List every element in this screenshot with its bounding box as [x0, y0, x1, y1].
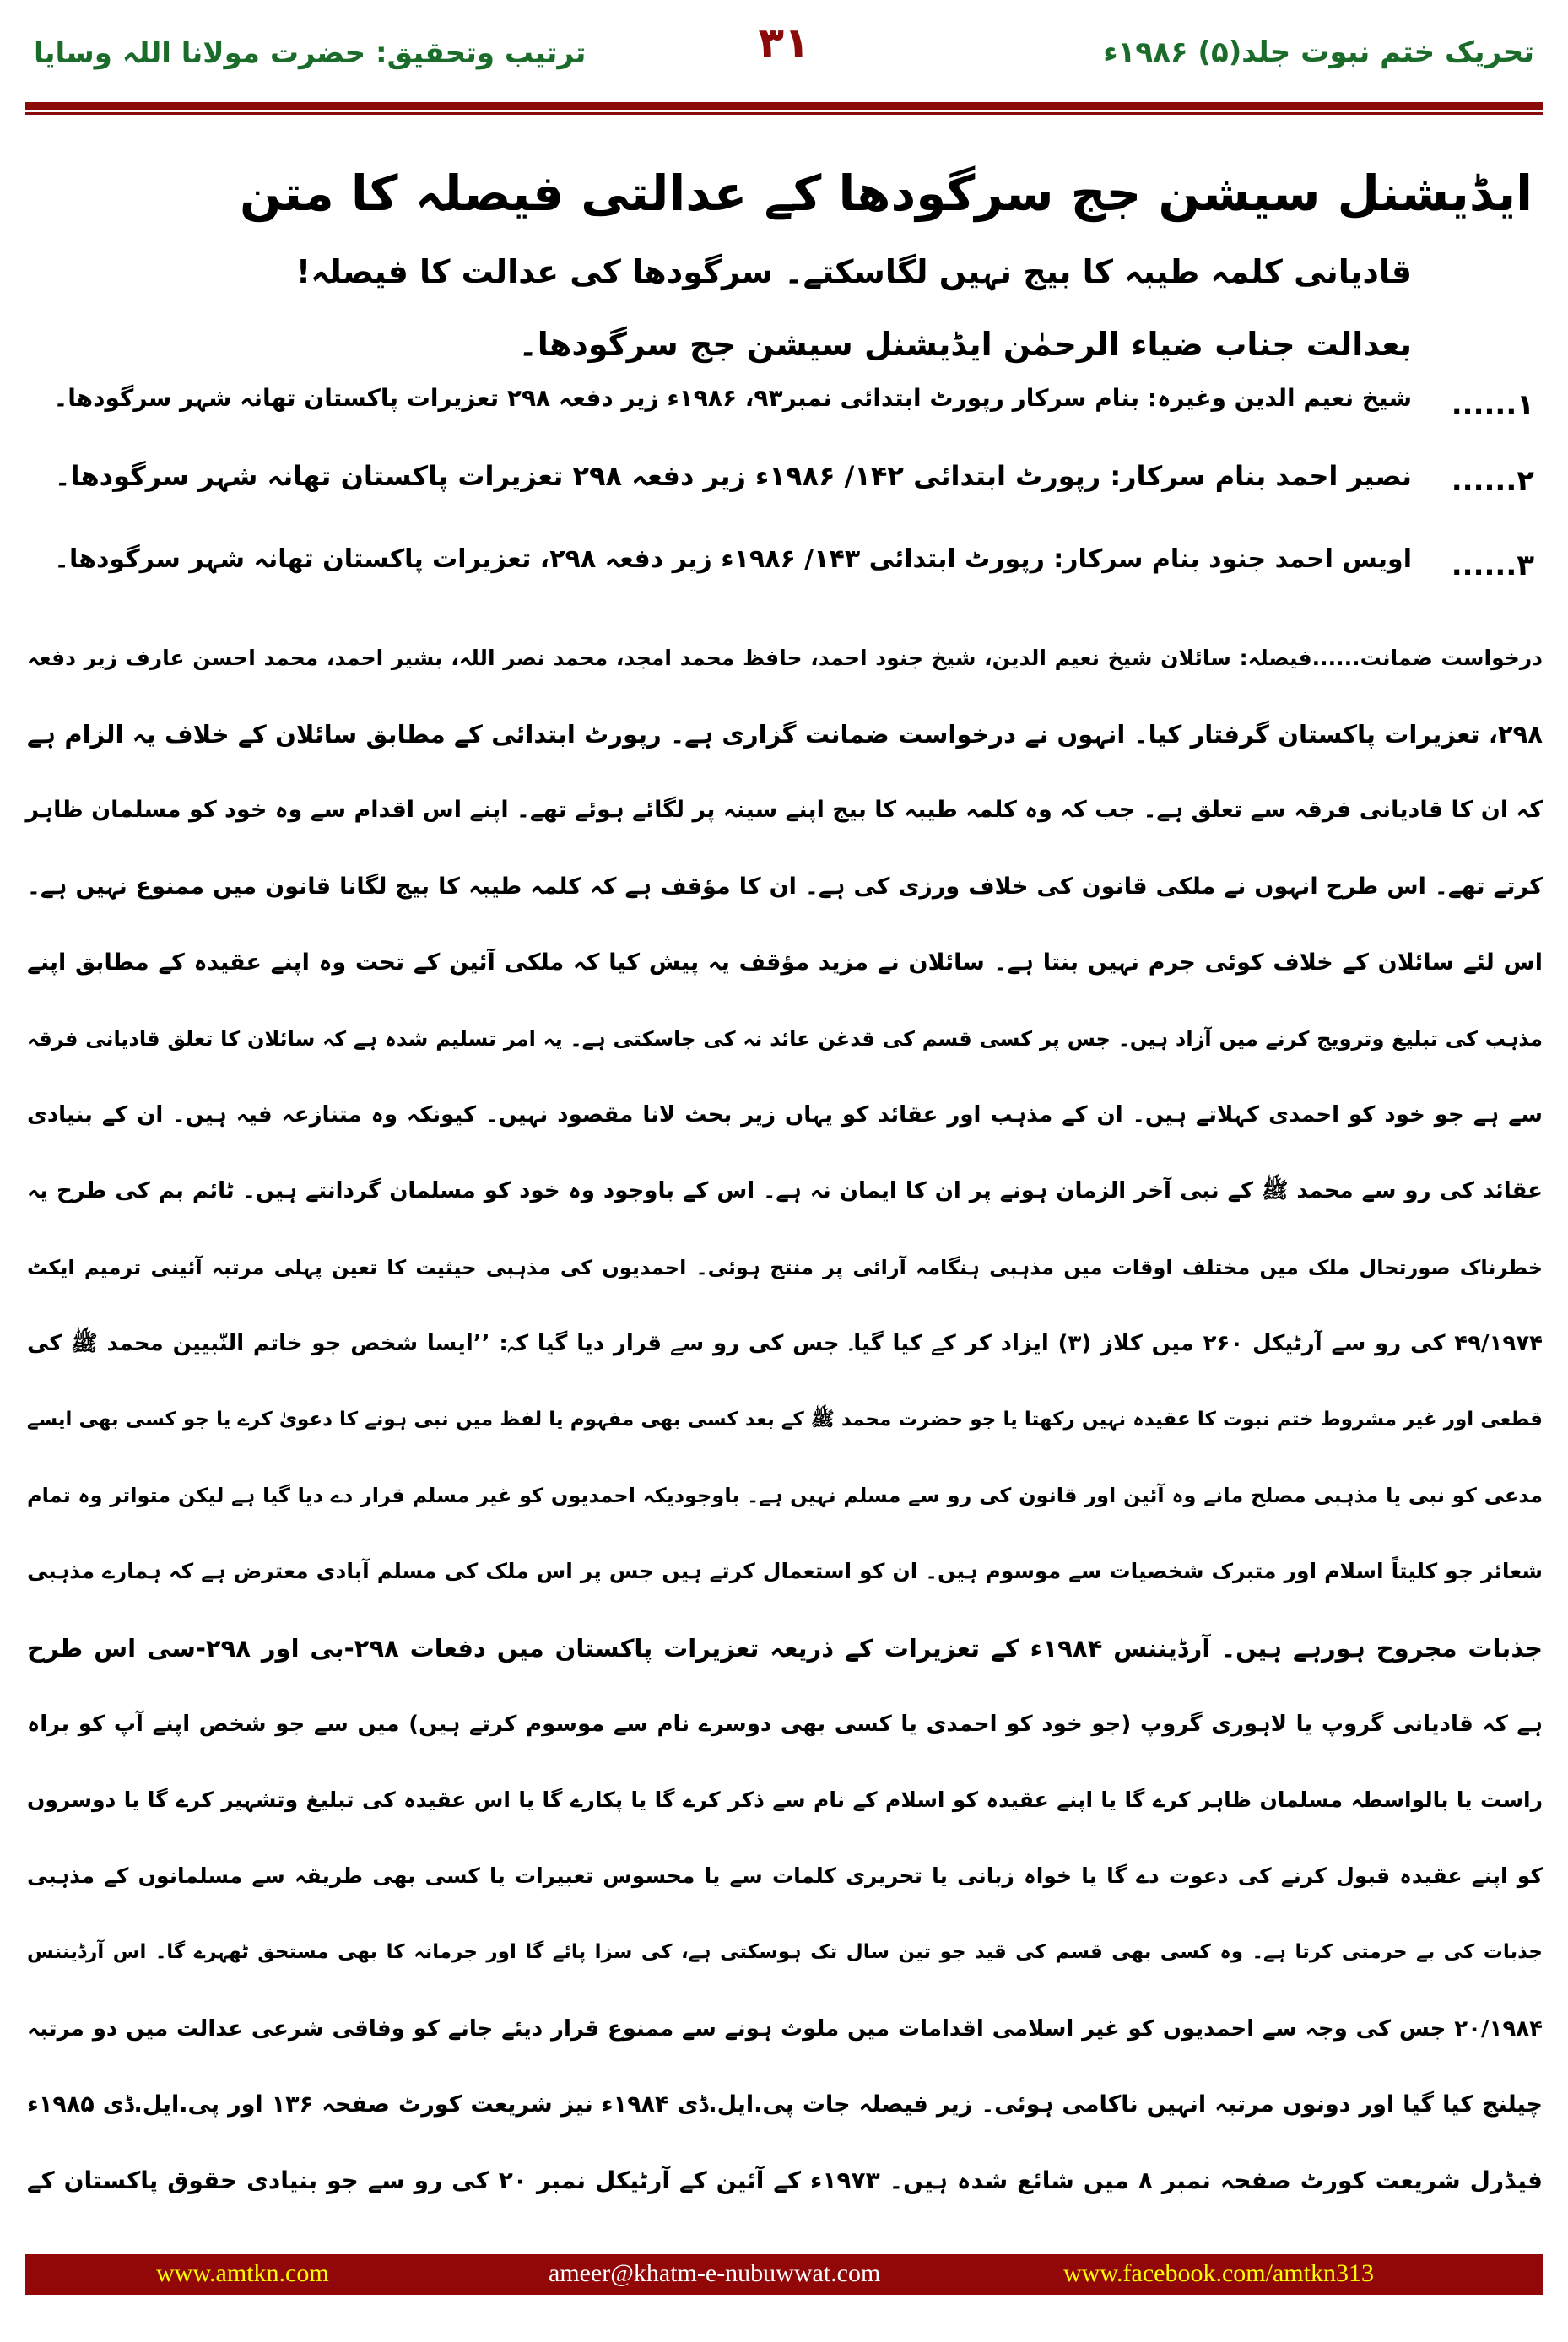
case-text: شیخ نعیم الدین وغیرہ: بنام سرکار رپورٹ ابتدائی نمبر۹۳، ۱۹۸۶ء زیر دفعہ ۲۹۸ تعزیرات پاکستان تھانہ شہر سرگودھا۔: [53, 384, 1412, 412]
body-line: سے ہے جو خود کو احمدی کہلاتے ہیں۔ ان کے مذہب اور عقائد کو یہاں زیر بحث لانا مقصود نہیں۔ کیونکہ وہ متنازعہ فیہ ہیں۔ ان کے بنیادی: [27, 1102, 1543, 1128]
case-number: ۳......: [1451, 549, 1534, 582]
body-line: فیڈرل شریعت کورٹ صفحہ نمبر ۸ میں شائع شدہ ہیں۔ ۱۹۷۳ء کے آئین کے آرٹیکل نمبر ۲۰ کی رو سے جو بنیادی حقوق پاکستان کے: [27, 2166, 1543, 2194]
body-line: کرتے تھے۔ اس طرح انہوں نے ملکی قانون کی خلاف ورزی کی ہے۔ ان کا مؤقف ہے کہ کلمہ طیبہ کا بیج لگانا قانون میں ممنوع نہیں ہے۔: [27, 873, 1543, 900]
body-line: مدعی کو نبی یا مذہبی مصلح مانے وہ آئین اور قانون کی رو سے مسلم نہیں ہے۔ باوجودیکہ احمدیوں کو غیر مسلم قرار دے دیا گیا ہے لیکن متواتر وہ تمام: [27, 1484, 1543, 1508]
body-line: راست یا بالواسطہ مسلمان ظاہر کرے گا یا اپنے عقیدہ کو اسلام کے نام سے ذکر کرے گا یا پکارے گا یا اس عقیدہ کی تبلیغ وتشہیر کرے گا یا دوسروں: [27, 1788, 1543, 1812]
document-title: ایڈیشنل سیشن جج سرگودھا کے عدالتی فیصلہ کا متن: [239, 165, 1533, 222]
body-line: جذبات مجروح ہورہے ہیں۔ آرڈیننس ۱۹۸۴ء کے تعزیرات کے ذریعہ تعزیرات پاکستان میں دفعات ۲۹۸-بی اور ۲۹۸-سی اس طرح: [27, 1633, 1543, 1663]
page-number: ۳۱: [758, 19, 810, 68]
header-rule-thick: [25, 102, 1543, 110]
body-line: جذبات کی بے حرمتی کرتا ہے۔ وہ کسی بھی قسم کی قید جو تین سال تک ہوسکتی ہے، کی سزا پائے گا اور جرمانہ کا بھی مستحق ٹھہرے گا۔ اس آرڈیننس: [27, 1941, 1543, 1964]
case-number: ۱......: [1451, 388, 1534, 422]
footer-bar: [25, 2254, 1543, 2295]
book-title-header: تحریک ختم نبوت جلد(۵) ۱۹۸۶ء: [1103, 35, 1534, 69]
court-line: بعدالت جناب ضیاء الرحمٰن ایڈیشنل سیشن جج سرگودھا۔: [518, 326, 1412, 363]
body-line: خطرناک صورتحال ملک میں مختلف اوقات میں مذہبی ہنگامہ آرائی پر منتج ہوئی۔ احمدیوں کی مذہبی حیثیت کا تعین پہلی مرتبہ آئینی ترمیم ایکٹ: [27, 1255, 1543, 1279]
header-rule-thin: [25, 112, 1543, 115]
body-line: اس لئے سائلان کے خلاف کوئی جرم نہیں بنتا ہے۔ سائلان نے مزید مؤقف یہ پیش کیا کہ ملکی آئین کے تحت وہ اپنے عقیدہ کے مطابق اپنے: [27, 949, 1543, 976]
body-line: درخواست ضمانت......فیصلہ: سائلان شیخ نعیم الدین، شیخ جنود احمد، حافظ محمد امجد، محمد نصر اللہ، بشیر احمد، محمد احسن عارف زیر دفعہ: [27, 646, 1543, 670]
document-subtitle: قادیانی کلمہ طیبہ کا بیج نہیں لگاسکتے۔ سرگودھا کی عدالت کا فیصلہ!: [295, 253, 1412, 290]
compiler-header: ترتیب وتحقیق: حضرت مولانا اللہ وسایا: [34, 36, 587, 70]
body-line: ۴۹/۱۹۷۴ کی رو سے آرٹیکل ۲۶۰ میں کلاز (۳) ایزاد کر کے کیا گیا۔ جس کی رو سے قرار دیا گیا کہ: ’’ایسا شخص جو خاتم النّبیین محمد ﷺ کی: [27, 1330, 1543, 1356]
facebook-link[interactable]: www.facebook.com/amtkn313: [1063, 2259, 1374, 2287]
body-line: ۲۹۸، تعزیرات پاکستان گرفتار کیا۔ انہوں نے درخواست ضمانت گزاری ہے۔ رپورٹ ابتدائی کے مطابق سائلان کے خلاف یہ الزام ہے: [27, 720, 1543, 749]
body-line: کو اپنے عقیدہ قبول کرنے کی دعوت دے گا یا خواہ زبانی یا تحریری کلمات سے یا محسوس تعبیرات یا کسی بھی طریقہ سے مسلمانوں کے مذہبی: [27, 1863, 1543, 1889]
body-line: ۲۰/۱۹۸۴ جس کی وجہ سے احمدیوں کو غیر اسلامی اقدامات میں ملوث ہونے سے ممنوع قرار دیئے جانے کو وفاقی شرعی عدالت میں دو مرتبہ: [27, 2015, 1543, 2042]
body-line: مذہب کی تبلیغ وترویج کرنے میں آزاد ہیں۔ جس پر کسی قسم کی قدغن عائد نہ کی جاسکتی ہے۔ یہ امر تسلیم شدہ ہے کہ سائلان کا تعلق قادیانی فرقہ: [27, 1027, 1544, 1051]
body-line: قطعی اور غیر مشروط ختم نبوت کا عقیدہ نہیں رکھتا یا جو حضرت محمد ﷺ کے بعد کسی بھی مفہوم یا لفظ میں نبی ہونے کا دعویٰ کرے یا جو کسی بھی ایسے: [27, 1409, 1543, 1431]
body-line: چیلنج کیا گیا اور دونوں مرتبہ انہیں ناکامی ہوئی۔ زیر فیصلہ جات پی.ایل.ڈی ۱۹۸۴ء نیز شریعت کورٹ صفحہ ۱۳۶ اور پی.ایل.ڈی ۱۹۸۵ء: [27, 2090, 1543, 2118]
case-text: نصیر احمد بنام سرکار: رپورٹ ابتدائی ۱۴۲/ ۱۹۸۶ء زیر دفعہ ۲۹۸ تعزیرات پاکستان تھانہ شہر سرگودھا۔: [54, 460, 1412, 492]
case-text: اویس احمد جنود بنام سرکار: رپورٹ ابتدائی ۱۴۳/ ۱۹۸۶ء زیر دفعہ ۲۹۸، تعزیرات پاکستان تھانہ شہر سرگودھا۔: [54, 544, 1412, 574]
case-number: ۲......: [1451, 464, 1534, 498]
body-line: عقائد کی رو سے محمد ﷺ کے نبی آخر الزمان ہونے پر ان کا ایمان نہ ہے۔ اس کے باوجود وہ خود کو مسلمان گردانتے ہیں۔ ٹائم بم کی طرح یہ: [27, 1178, 1543, 1204]
body-line: ہے کہ قادیانی گروپ یا لاہوری گروپ (جو خود کو احمدی یا کسی بھی دوسرے نام سے موسوم کرتے ہیں) میں سے جو شخص اپنے آپ کو براہ: [27, 1711, 1543, 1737]
email-link[interactable]: ameer@khatm-e-nubuwwat.com: [549, 2259, 881, 2287]
website-link[interactable]: www.amtkn.com: [156, 2259, 329, 2287]
body-line: کہ ان کا قادیانی فرقہ سے تعلق ہے۔ جب کہ وہ کلمہ طیبہ کا بیج اپنے سینہ پر لگائے ہوئے تھے۔ اپنے اس اقدام سے وہ خود کو مسلمان ظاہر: [25, 797, 1543, 824]
body-line: شعائر جو کلیتاً اسلام اور متبرک شخصیات سے موسوم ہیں۔ ان کو استعمال کرتے ہیں جس پر اس ملک کی مسلم آبادی معترض ہے کہ ہمارے مذہبی: [27, 1559, 1543, 1584]
